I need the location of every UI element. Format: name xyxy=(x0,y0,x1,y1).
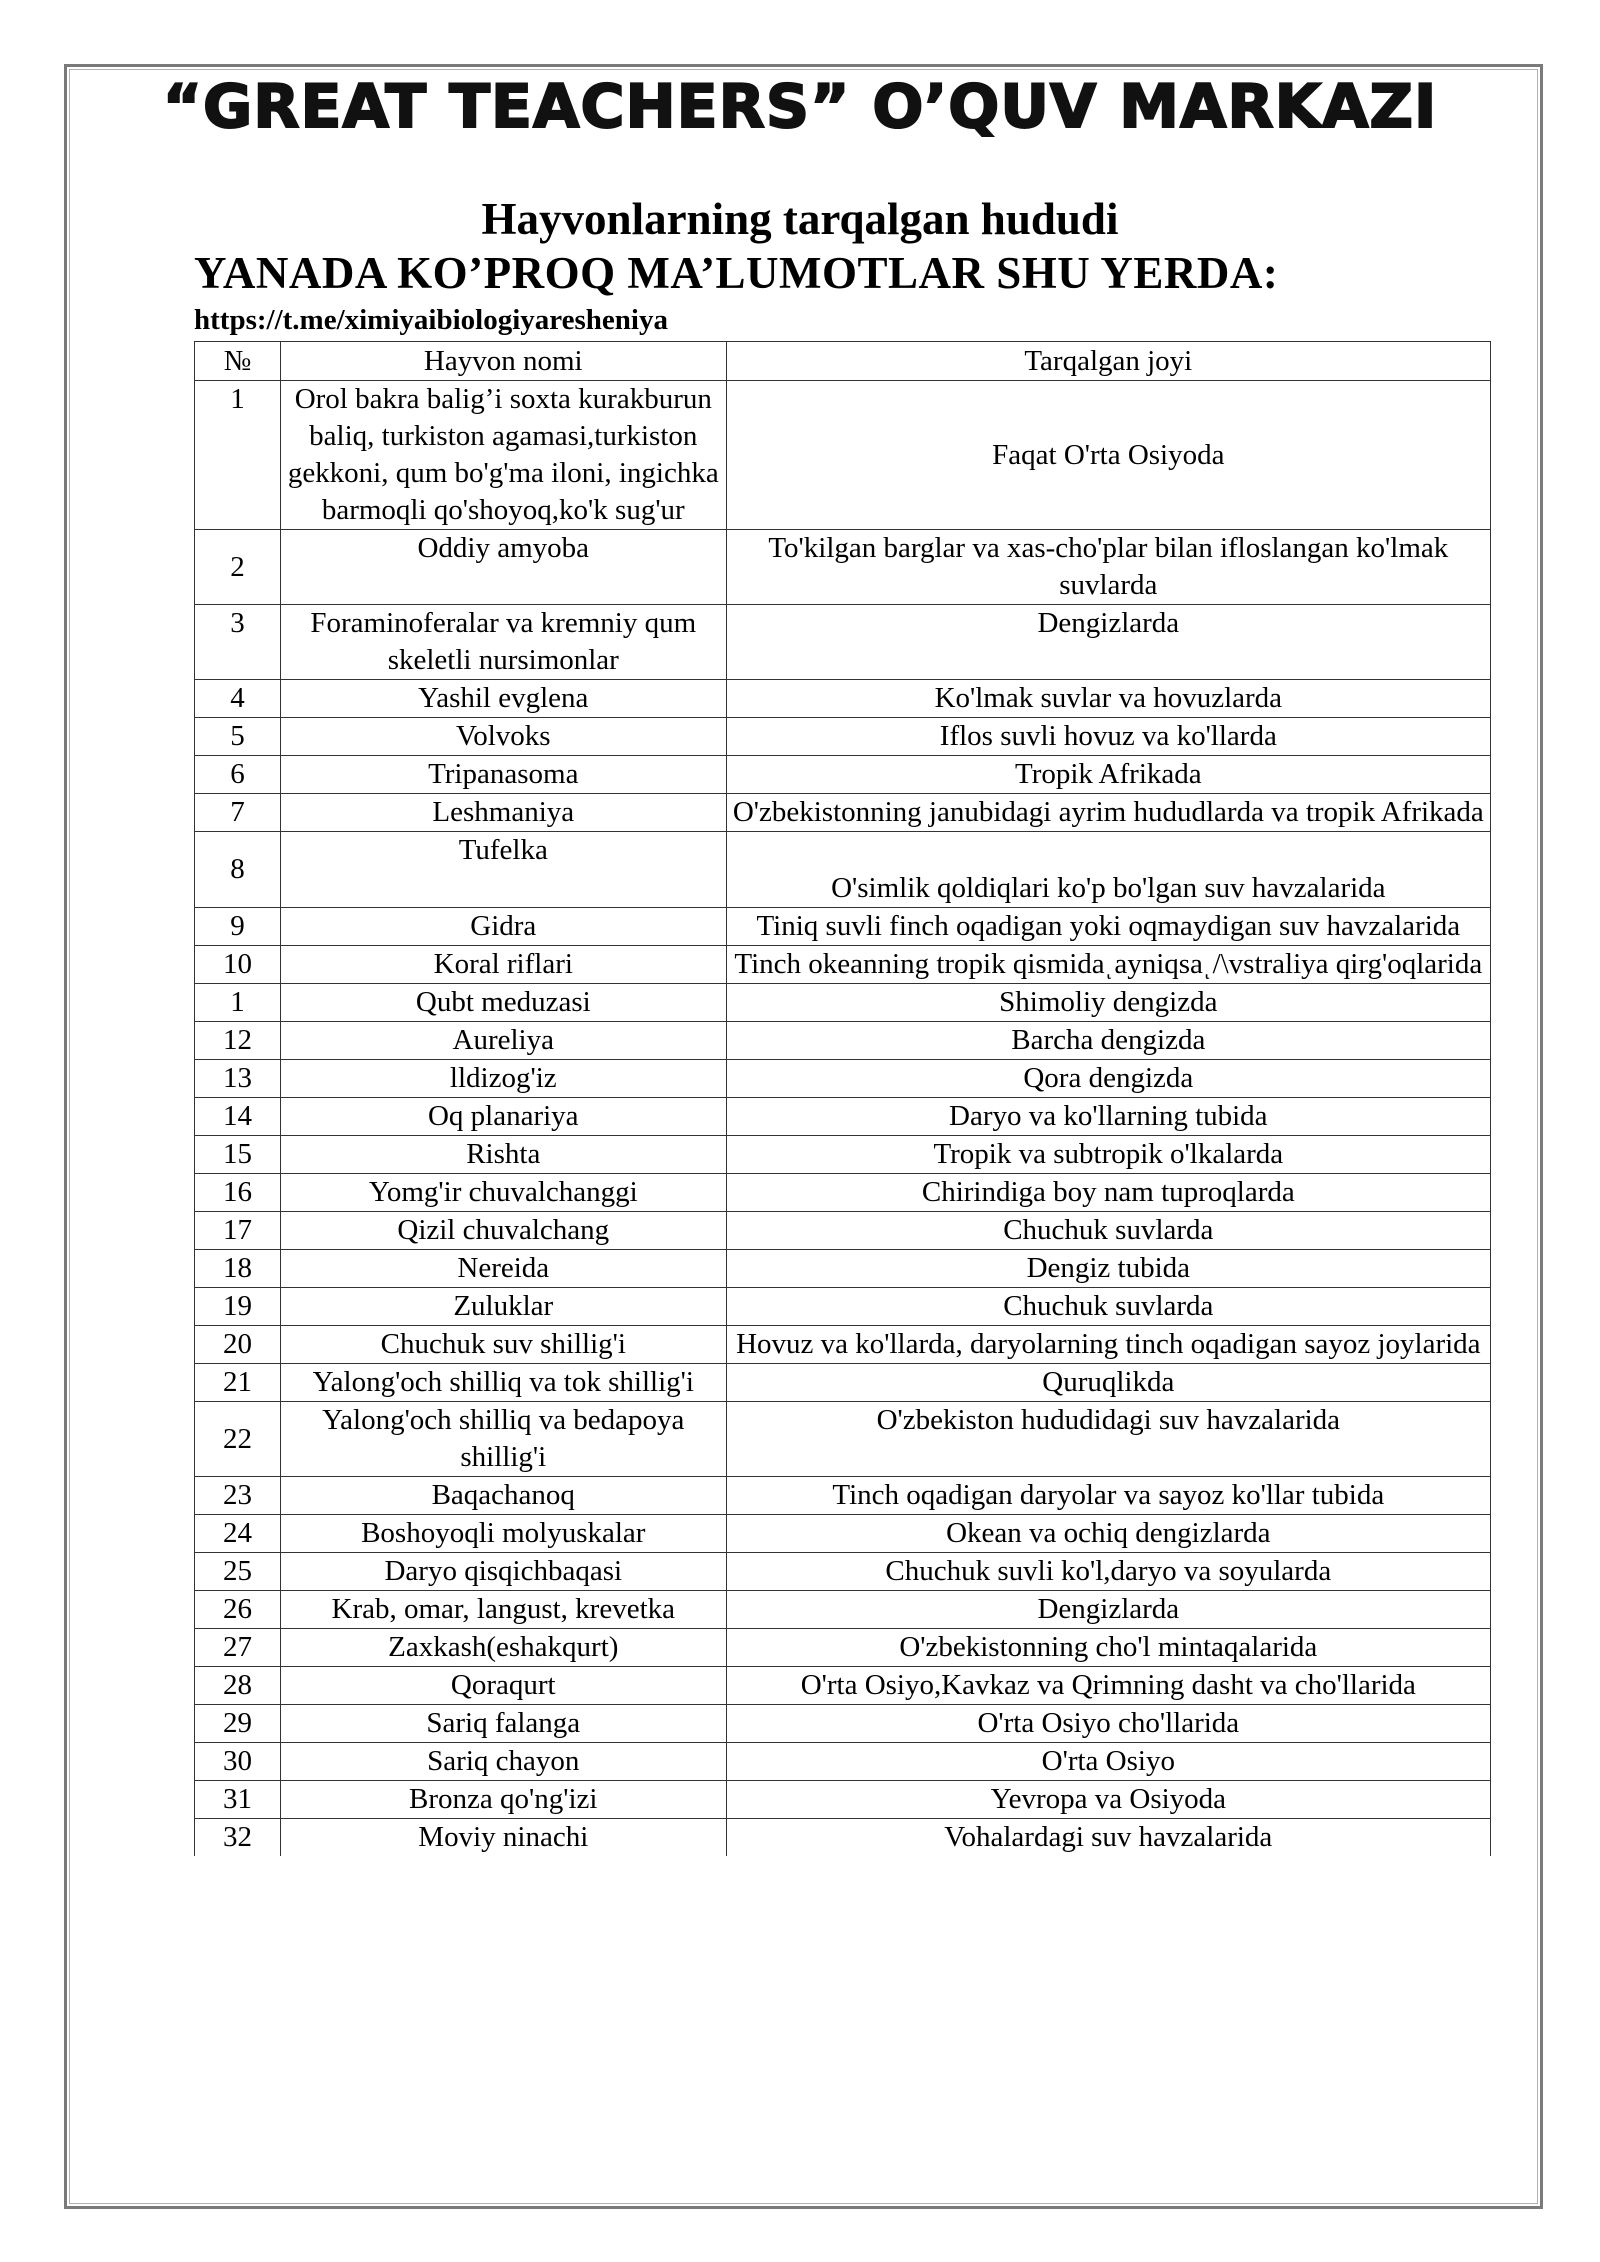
animal-name: Yomg'ir chuvalchanggi xyxy=(280,1174,726,1212)
row-number: 7 xyxy=(195,794,281,832)
row-number: 28 xyxy=(195,1667,281,1705)
table-row xyxy=(195,1022,1491,1060)
row-number: 6 xyxy=(195,756,281,794)
location: O'simlik qoldiqlari ko'p bo'lgan suv havzalarida xyxy=(726,832,1490,908)
table-row xyxy=(195,530,1491,605)
location: Chuchuk suvli ko'l,daryo va soyularda xyxy=(726,1553,1490,1591)
row-number: 13 xyxy=(195,1060,281,1098)
animal-name: Leshmaniya xyxy=(280,794,726,832)
location: Vohalardagi suv havzalarida xyxy=(726,1819,1490,1857)
row-number: 1 xyxy=(195,381,281,530)
table-row xyxy=(195,832,1491,908)
row-number: 18 xyxy=(195,1250,281,1288)
telegram-link[interactable]: https://t.me/ximiyaibiologiyaresheniya xyxy=(194,304,668,336)
row-number: 24 xyxy=(195,1515,281,1553)
animal-name: Qoraqurt xyxy=(280,1667,726,1705)
location: O'zbekistonning janubidagi ayrim hududlarda va tropik Afrikada xyxy=(726,794,1490,832)
table-row xyxy=(195,1667,1491,1705)
page-title: Hayvonlarning tarqalgan hududi xyxy=(481,194,1119,244)
row-number: 29 xyxy=(195,1705,281,1743)
row-number: 26 xyxy=(195,1591,281,1629)
animal-name: Tufelka xyxy=(280,832,726,908)
location: Tropik va subtropik o'lkalarda xyxy=(726,1136,1490,1174)
animal-name: Daryo qisqichbaqasi xyxy=(280,1553,726,1591)
location: Iflos suvli hovuz va ko'llarda xyxy=(726,718,1490,756)
location: O'rta Osiyo,Kavkaz va Qrimning dasht va cho'llarida xyxy=(726,1667,1490,1705)
animal-name: Foraminoferalar va kremniy qum skeletli nursimonlar xyxy=(280,605,726,680)
animal-name: lldizog'iz xyxy=(280,1060,726,1098)
row-number: 31 xyxy=(195,1781,281,1819)
location: Tinch okeanning tropik qismidaͺayniqsaͺ/\vstraliya qirg'oqlarida xyxy=(726,946,1490,984)
row-number: 15 xyxy=(195,1136,281,1174)
row-number: 4 xyxy=(195,680,281,718)
animal-name: Koral riflari xyxy=(280,946,726,984)
animal-name: Aureliya xyxy=(280,1022,726,1060)
table-row xyxy=(195,1060,1491,1098)
location: O'zbekistonning cho'l mintaqalarida xyxy=(726,1629,1490,1667)
location: Tinch oqadigan daryolar va sayoz ko'llar tubida xyxy=(726,1477,1490,1515)
table-row xyxy=(195,1629,1491,1667)
animal-name: Tripanasoma xyxy=(280,756,726,794)
table-row xyxy=(195,756,1491,794)
row-number: 32 xyxy=(195,1819,281,1857)
table-row xyxy=(195,1515,1491,1553)
table-row xyxy=(195,605,1491,680)
row-number: 21 xyxy=(195,1364,281,1402)
location: Shimoliy dengizda xyxy=(726,984,1490,1022)
location: Chuchuk suvlarda xyxy=(726,1212,1490,1250)
location: Faqat O'rta Osiyoda xyxy=(726,381,1490,530)
animal-name: Yalong'och shilliq va tok shillig'i xyxy=(280,1364,726,1402)
row-number: 25 xyxy=(195,1553,281,1591)
location: Chirindiga boy nam tuproqlarda xyxy=(726,1174,1490,1212)
row-number: 16 xyxy=(195,1174,281,1212)
row-number: 1 xyxy=(195,984,281,1022)
location: Quruqlikda xyxy=(726,1364,1490,1402)
row-number: 14 xyxy=(195,1098,281,1136)
animal-name: Zuluklar xyxy=(280,1288,726,1326)
location: Dengizlarda xyxy=(726,605,1490,680)
table-row xyxy=(195,1553,1491,1591)
table-row xyxy=(195,1250,1491,1288)
table-row xyxy=(195,1402,1491,1477)
row-number: 30 xyxy=(195,1743,281,1781)
row-number: 17 xyxy=(195,1212,281,1250)
location: O'rta Osiyo cho'llarida xyxy=(726,1705,1490,1743)
table-row xyxy=(195,680,1491,718)
brand-title: “GREAT TEACHERS” O’QUV MARKAZI xyxy=(162,72,1438,142)
row-number: 23 xyxy=(195,1477,281,1515)
location: O'rta Osiyo xyxy=(726,1743,1490,1781)
table-row xyxy=(195,908,1491,946)
animal-name: Sariq chayon xyxy=(280,1743,726,1781)
table-row xyxy=(195,794,1491,832)
location: To'kilgan barglar va xas-cho'plar bilan ifloslangan ko'lmak suvlarda xyxy=(726,530,1490,605)
row-number: 12 xyxy=(195,1022,281,1060)
animal-name: Yalong'och shilliq va bedapoya shillig'i xyxy=(280,1402,726,1477)
animal-name: Bronza qo'ng'izi xyxy=(280,1781,726,1819)
animal-name: Baqachanoq xyxy=(280,1477,726,1515)
location: O'zbekiston hududidagi suv havzalarida xyxy=(726,1402,1490,1477)
table-row xyxy=(195,1364,1491,1402)
table-row xyxy=(195,1326,1491,1364)
table-row xyxy=(195,946,1491,984)
row-number: 9 xyxy=(195,908,281,946)
table-row xyxy=(195,1819,1491,1857)
animal-name: Yashil evglena xyxy=(280,680,726,718)
row-number: 19 xyxy=(195,1288,281,1326)
table-row xyxy=(195,1136,1491,1174)
row-number: 8 xyxy=(195,832,281,908)
row-number: 10 xyxy=(195,946,281,984)
animal-name: Oddiy amyoba xyxy=(280,530,726,605)
table-row xyxy=(195,984,1491,1022)
table-row xyxy=(195,1098,1491,1136)
animal-name: Sariq falanga xyxy=(280,1705,726,1743)
column-header-number: № xyxy=(195,342,281,381)
animal-name: Krab, omar, langust, krevetka xyxy=(280,1591,726,1629)
animal-name: Chuchuk suv shillig'i xyxy=(280,1326,726,1364)
location: Yevropa va Osiyoda xyxy=(726,1781,1490,1819)
location: Daryo va ko'llarning tubida xyxy=(726,1098,1490,1136)
animal-name: Rishta xyxy=(280,1136,726,1174)
location: Qora dengizda xyxy=(726,1060,1490,1098)
column-header-animal-name: Hayvon nomi xyxy=(280,342,726,381)
table-row xyxy=(195,1288,1491,1326)
table-row xyxy=(195,1212,1491,1250)
row-number: 20 xyxy=(195,1326,281,1364)
table-row xyxy=(195,1174,1491,1212)
animal-name: Boshoyoqli molyuskalar xyxy=(280,1515,726,1553)
row-number: 22 xyxy=(195,1402,281,1477)
table-row xyxy=(195,1477,1491,1515)
location: Tiniq suvli finch oqadigan yoki oqmaydigan suv havzalarida xyxy=(726,908,1490,946)
location: Okean va ochiq dengizlarda xyxy=(726,1515,1490,1553)
row-number: 27 xyxy=(195,1629,281,1667)
animal-name: Volvoks xyxy=(280,718,726,756)
table-row xyxy=(195,1743,1491,1781)
row-number: 3 xyxy=(195,605,281,680)
row-number: 2 xyxy=(195,530,281,605)
table-row xyxy=(195,1591,1491,1629)
animal-name: Qubt meduzasi xyxy=(280,984,726,1022)
table-row xyxy=(195,1705,1491,1743)
location: Hovuz va ko'llarda, daryolarning tinch oqadigan sayoz joylarida xyxy=(726,1326,1490,1364)
animal-name: Gidra xyxy=(280,908,726,946)
location: Tropik Afrikada xyxy=(726,756,1490,794)
location: Barcha dengizda xyxy=(726,1022,1490,1060)
table-header-row xyxy=(195,342,1491,381)
row-number: 5 xyxy=(195,718,281,756)
location: Chuchuk suvlarda xyxy=(726,1288,1490,1326)
animal-name: Orol bakra balig’i soxta kurakburun baliq, turkiston agamasi,turkiston gekkoni, qum bo'g'ma iloni, ingichka barmoqli qo'shoyoq,ko'k sug'ur xyxy=(280,381,726,530)
table-row xyxy=(195,1781,1491,1819)
promo-heading: YANADA KO’PROQ MA’LUMOTLAR SHU YERDA: xyxy=(194,248,1279,298)
animal-name: Oq planariya xyxy=(280,1098,726,1136)
location: Dengizlarda xyxy=(726,1591,1490,1629)
column-header-location: Tarqalgan joyi xyxy=(726,342,1490,381)
animal-name: Zaxkash(eshakqurt) xyxy=(280,1629,726,1667)
animal-distribution-table xyxy=(194,341,1491,1856)
location: Ko'lmak suvlar va hovuzlarda xyxy=(726,680,1490,718)
animal-name: Moviy ninachi xyxy=(280,1819,726,1857)
animal-name: Nereida xyxy=(280,1250,726,1288)
table-row xyxy=(195,718,1491,756)
table-row xyxy=(195,381,1491,530)
location: Dengiz tubida xyxy=(726,1250,1490,1288)
animal-name: Qizil chuvalchang xyxy=(280,1212,726,1250)
